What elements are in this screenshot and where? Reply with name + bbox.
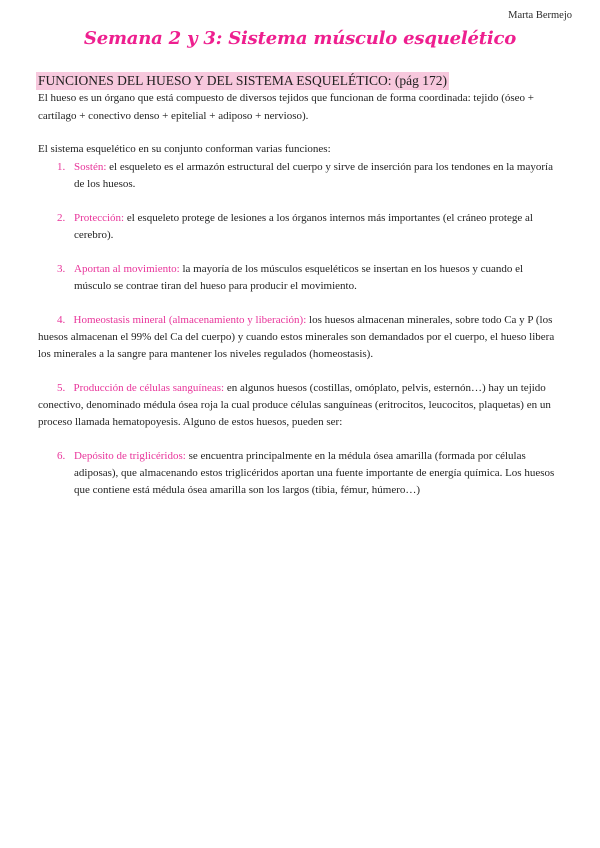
document-body xyxy=(38,72,558,516)
list-item xyxy=(38,380,558,431)
list-item-number: 5. xyxy=(57,381,66,394)
functions-list xyxy=(38,159,558,499)
list-item-text: en algunos huesos (costillas, omóplato, pelvis, esternón…) hay un tejido conectivo, denominado médula ósea roja la cual produce células sanguíneas (eritrocitos, leucocitos, plaquetas) en un proceso llamada hematopoyesis. Alguno de estos huesos, pueden ser: xyxy=(38,381,551,428)
list-item-number: 1. xyxy=(57,160,66,173)
author-name: Marta Bermejo xyxy=(508,10,572,21)
list-item-text: el esqueleto protege de lesiones a los órganos internos más importantes (el cráneo protege al cerebro). xyxy=(74,211,533,241)
list-item-term: Aportan al movimiento: xyxy=(74,262,180,275)
list-item xyxy=(38,312,558,363)
list-item-text: los huesos almacenan minerales, sobre todo Ca y P (los huesos almacenan el 99% del Ca del cuerpo) y cuando estos minerales son demandados por el cuerpo, el hueso libera los minerales a la sangre para mantener los niveles regulados (homeostasis). xyxy=(38,313,555,360)
intro-paragraph: El hueso es un órgano que está compuesto de diversos tejidos que funcionan de forma coordinada: tejido (óseo + cartílago + conectivo denso + epitelial + adiposo + nervioso). xyxy=(38,92,534,122)
list-item xyxy=(38,261,558,295)
list-item-number: 2. xyxy=(57,211,66,224)
list-item xyxy=(38,159,558,193)
section-heading: FUNCIONES DEL HUESO Y DEL SISTEMA ESQUELÉTICO: (pág 172) xyxy=(38,73,447,88)
list-item xyxy=(38,210,558,244)
list-item xyxy=(38,448,558,499)
list-item-text: se encuentra principalmente en la médula ósea amarilla (formada por células adiposas), que almacenando estos triglicéridos aportan una fuente importante de energía química. Los huesos que contiene está médula ósea amarilla son los largos (tibia, fémur, húmero…) xyxy=(74,449,555,496)
list-item-text: la mayoría de los músculos esqueléticos se insertan en los huesos y cuando el músculo se contrae tiran del hueso para producir el movimiento. xyxy=(74,262,524,292)
list-item-number: 3. xyxy=(57,262,66,275)
lead-paragraph: El sistema esquelético en su conjunto conforman varias funciones: xyxy=(38,143,331,155)
list-item-term: Homeostasis mineral (almacenamiento y liberación): xyxy=(73,313,307,326)
list-item-term: Producción de células sanguíneas: xyxy=(73,381,225,394)
list-item-term: Protección: xyxy=(74,211,125,224)
list-item-number: 6. xyxy=(57,449,66,462)
list-item-term: Depósito de triglicéridos: xyxy=(74,449,186,462)
list-item-term: Sostén: xyxy=(74,160,107,173)
page-title: Semana 2 y 3: Sistema músculo esquelético xyxy=(83,28,517,49)
list-item-text: el esqueleto es el armazón estructural del cuerpo y sirve de inserción para los tendones en la mayoría de los huesos. xyxy=(74,160,553,190)
list-item-number: 4. xyxy=(57,313,66,326)
